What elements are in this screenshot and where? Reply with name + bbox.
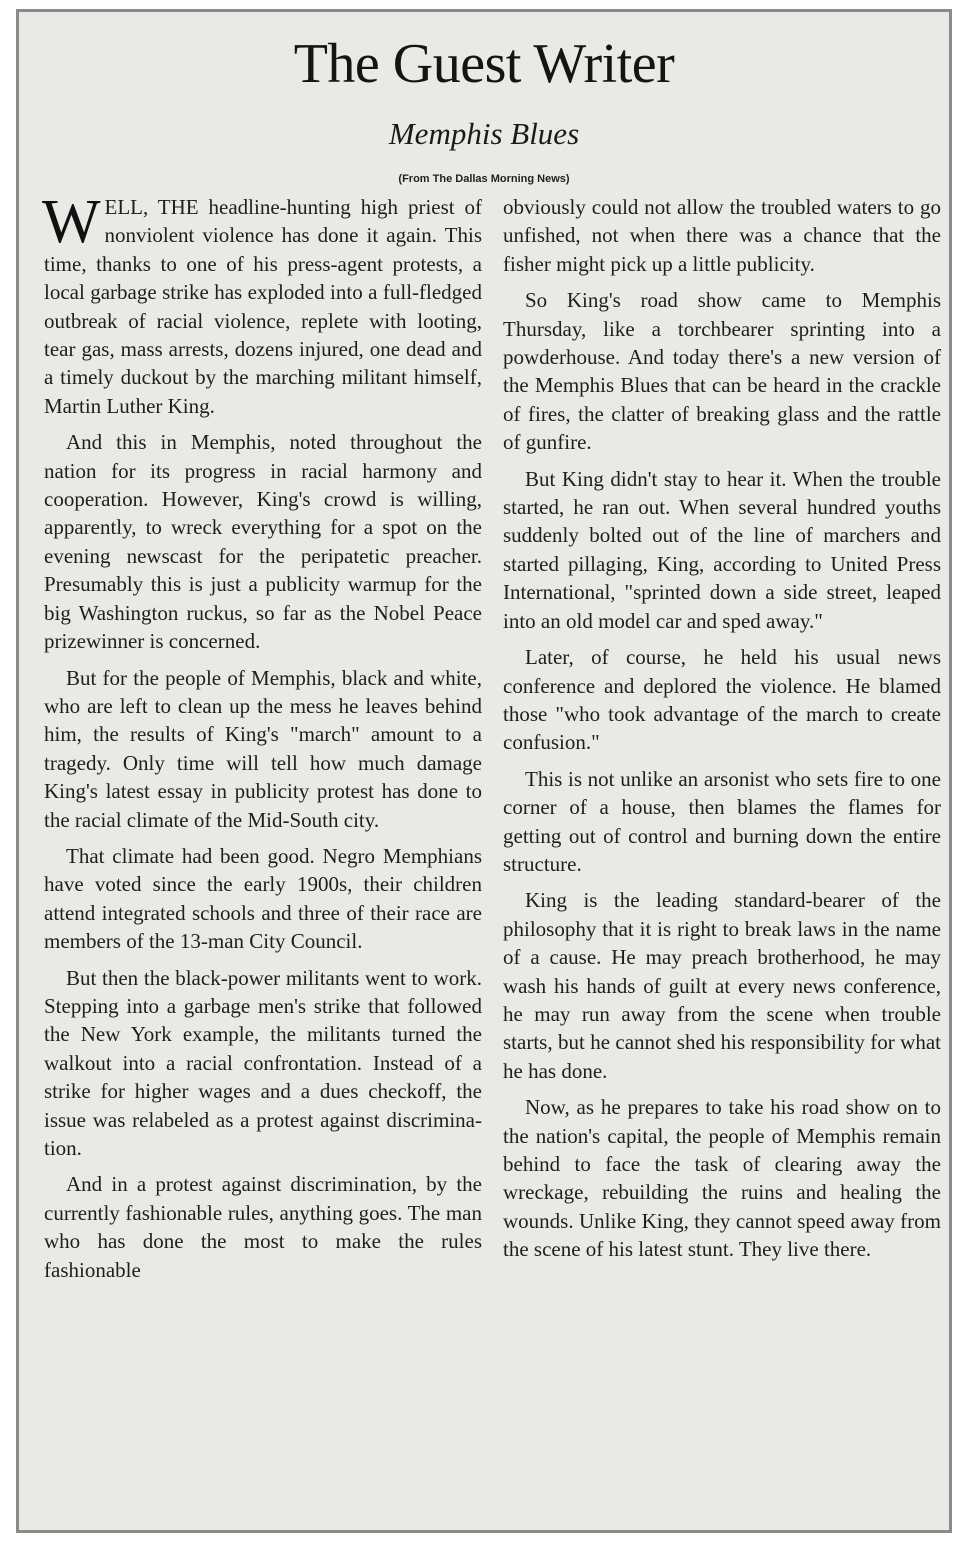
drop-cap: W (42, 188, 101, 256)
paragraph: Later, of course, he held his usual news conference and deplored the violence. He blamed those "who took advantage of the march to create confusion." (503, 645, 941, 755)
paragraph: But for the people of Memphis, black and white, who are left to clean up the mess he leaves behind him, the results of King's "march" amount to a tragedy. Only time will tell how much damage King's latest essay in publicity protest has done to the racial climate of the Mid-South city. (44, 665, 482, 832)
newspaper-clipping (16, 9, 952, 1533)
paragraph (42, 188, 482, 420)
paragraph-text: ELL, THE headline-hunting high priest of nonviolent violence has done it again. This time, thanks to one of his press-agent protests, a local garbage strike has exploded into a full-fledged outbreak of racial violence, replete with looting, tear gas, mass arrests, dozens injured, one dead and a timely duckout by the marching militant himself, Martin Luther King. (44, 195, 482, 418)
right-column (503, 193, 941, 1272)
paragraph: Now, as he prepares to take his road show on to the nation's capital, the people of Memphis remain behind to face the task of clearing away the wreckage, rebuilding the ruins and healing the wounds. Unlike King, they cannot speed away from the scene of his latest stunt. They live there. (503, 1095, 941, 1262)
paragraph: King is the leading standard-bearer of the philosophy that it is right to break laws in the name of a cause. He may preach brotherhood, he may wash his hands of guilt at every news conference, he may run away from the scene when trouble starts, but he cannot shed his responsibility for what he has done. (503, 888, 941, 1083)
paragraph: That climate had been good. Negro Memphians have voted since the early 1900s, their children attend integrated schools and three of their race are members of the 13-man City Council. (44, 843, 482, 954)
paragraph: So King's road show came to Memphis Thursday, like a torchbearer sprinting into a powderhouse. And today there's a new version of the Memphis Blues that can be heard in the crackle of fires, the clatter of breaking glass and the rattle of gunfire. (503, 288, 941, 455)
paragraph: And in a protest against discrimination, by the currently fashionable rules, anything goes. The man who has done the most to make the rules fashionable (44, 1172, 482, 1282)
paragraph: obviously could not allow the troubled waters to go unfished, not when there was a chance that the fisher might pick up a little publicity. (503, 195, 941, 276)
article-source: (From The Dallas Morning News) (398, 173, 570, 185)
article-title: The Guest Writer (293, 33, 675, 95)
paragraph: But King didn't stay to hear it. When the trouble started, he ran out. When several hundred youths suddenly bolted out of the line of marchers and started pillaging, King, according to United Press International, "sprinted down a side street, leaped into an old model car and sped away." (503, 466, 941, 633)
paragraph: This is not unlike an arsonist who sets fire to one corner of a house, then blames the flames for getting out of control and burning down the entire structure. (503, 766, 941, 876)
paragraph: And this in Memphis, noted throughout the nation for its progress in racial harmony and cooperation. However, King's crowd is willing, apparently, to wreck everything for a spot on the evening newscast for the peripatetic preacher. Presumably this is just a publicity warmup for the big Washington ruckus, so far as the Nobel Peace prizewinner is concerned. (44, 430, 482, 654)
left-column (42, 188, 482, 1292)
article-subtitle: Memphis Blues (388, 116, 580, 151)
paragraph: But then the black-power militants went to work. Stepping into a garbage men's strike that followed the New York example, the militants turned the walkout into a racial confrontation. Instead of a strike for higher wages and a dues checkoff, the issue was relabeled as a protest against discrimination. (44, 965, 482, 1160)
